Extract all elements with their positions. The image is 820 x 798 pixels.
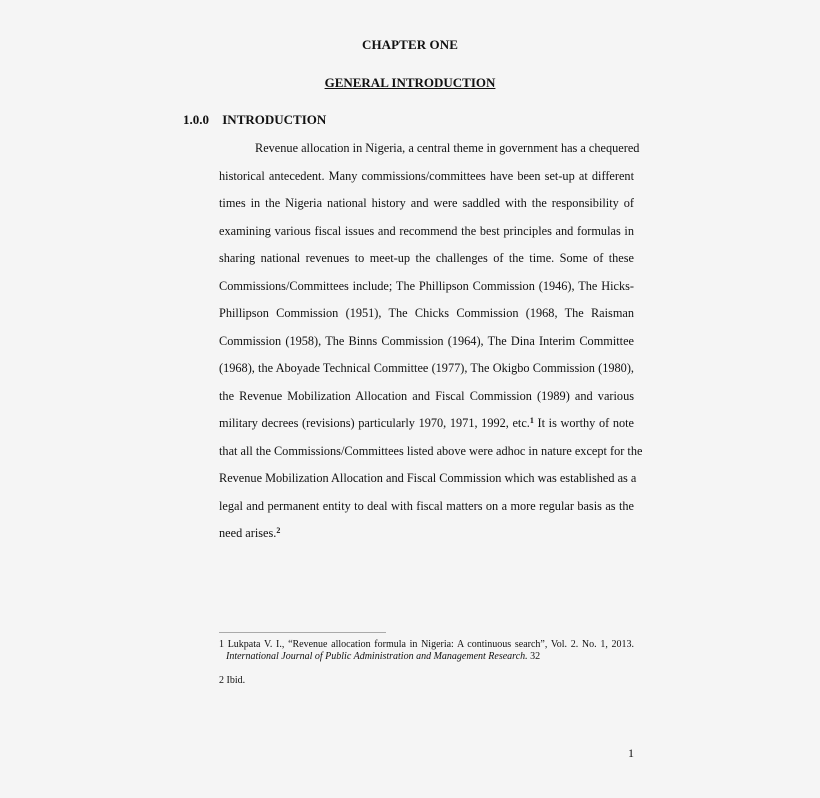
footnote-number: 2 [219, 675, 224, 686]
footnote-text: Ibid. [226, 675, 246, 686]
paragraph-text: military decrees (revisions) particularly 1970, 1971, 1992, etc. [219, 416, 530, 430]
footnote-number: 1 [219, 639, 224, 650]
section-title: GENERAL INTRODUCTION [324, 75, 496, 90]
footnote-2 [219, 675, 634, 687]
paragraph-line: times in the Nigeria national history and were saddled with the responsibility of [219, 196, 634, 210]
footnote-ref-1[interactable]: 1 [529, 416, 534, 425]
paragraph-line: sharing national revenues to meet-up the challenges of the time. Some of these [219, 251, 634, 265]
paragraph-line: Phillipson Commission (1951), The Chicks Commission (1968, The Raisman [219, 306, 634, 320]
paragraph-line: examining various fiscal issues and recommend the best principles and formulas in [219, 223, 634, 238]
subsection-heading [183, 112, 326, 128]
paragraph-text: It is worthy of note [537, 416, 634, 430]
paragraph-line: the Revenue Mobilization Allocation and Fiscal Commission (1989) and various [219, 388, 634, 403]
footnote-1 [219, 639, 634, 663]
paragraph-line: Commissions/Committees include; The Phillipson Commission (1946), The Hicks- [219, 278, 634, 293]
footnote-journal-line [219, 651, 634, 663]
paragraph-text: need arises. [219, 526, 277, 540]
paragraph-line: (1968), the Aboyade Technical Committee (1977), The Okigbo Commission (1980), [219, 361, 634, 375]
paragraph-line: historical antecedent. Many commissions/committees have been set-up at different [219, 168, 634, 183]
footnote-citation [219, 639, 634, 651]
paragraph-line: Revenue allocation in Nigeria, a central theme in government has a chequered [255, 141, 640, 155]
footnote-text: Lukpata V. I., “Revenue allocation formula in Nigeria: A continuous search”, Vol. 2. No. 1, 2013. [227, 639, 634, 650]
page-number: 1 [628, 746, 634, 760]
body-paragraph [219, 138, 643, 551]
subsection-title: INTRODUCTION [222, 112, 327, 127]
paragraph-line: legal and permanent entity to deal with fiscal matters on a more regular basis as the [219, 498, 634, 513]
footnote-journal: International Journal of Public Administration and Management Research. [226, 651, 528, 662]
footnote-ref-2[interactable]: 2 [276, 526, 281, 535]
paragraph-line: that all the Commissions/Committees listed above were adhoc in nature except for the [219, 443, 643, 458]
footnote-separator [219, 632, 386, 633]
footnotes [219, 639, 634, 687]
paragraph-line [219, 413, 634, 441]
subsection-number: 1.0.0 [183, 112, 209, 127]
paragraph-line [219, 523, 634, 551]
paragraph-line: Revenue Mobilization Allocation and Fiscal Commission which was established as a [219, 471, 637, 485]
chapter-title: CHAPTER ONE [361, 37, 459, 52]
footnote-page: 32 [530, 651, 541, 662]
paragraph-line: Commission (1958), The Binns Commission (1964), The Dina Interim Committee [219, 333, 634, 348]
